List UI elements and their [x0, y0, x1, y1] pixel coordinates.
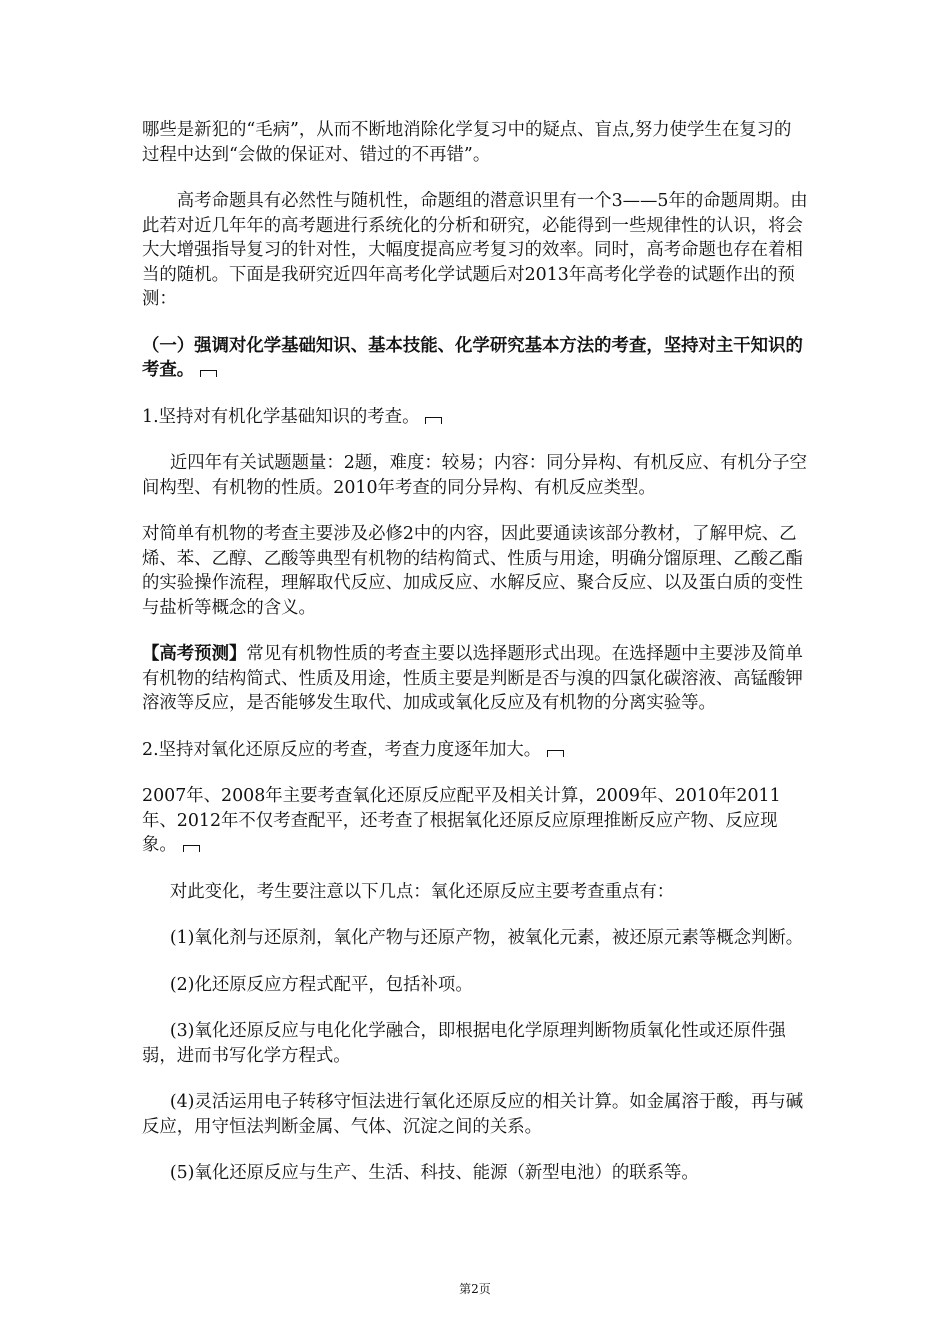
subsection-heading-redox: [142, 738, 808, 763]
list-item-1: (1)氧化剂与还原剂，氧化产物与还原产物，被氧化元素，被还原元素等概念判断。: [169, 928, 804, 948]
list-item-5: (5)氧化还原反应与生产、生活、科技、能源（新型电池）的联系等。: [169, 1163, 699, 1183]
subsection-heading-organic: [142, 405, 808, 430]
revision-mark-icon: [183, 845, 200, 852]
paragraph-cycle: 高考命题具有必然性与随机性，命题组的潜意识里有一个3——5年的命题周期。由此若对近几年年的高考题进行系统化的分析和研究，必能得到一些规律性的认识，将会大大增强指导复习的针对性，大幅度提高应考复习的效率。同时，高考命题也存在着相当的随机。下面是我研究近四年高考化学试题后对2013年高考化学卷的试题作出的预测：: [142, 191, 808, 309]
paragraph-organic-scope: 对简单有机物的考查主要涉及必修2中的内容，因此要通读该部分教材，了解甲烷、乙烯、苯、乙醇、乙酸等典型有机物的结构简式、性质与用途，明确分馏原理、乙酸乙酯的实验操作流程，理解取代反应、加成反应、水解反应、聚合反应、以及蛋白质的变性与盐析等概念的含义。: [142, 524, 803, 618]
exam-prediction-text: 常见有机物性质的考查主要以选择题形式出现。在选择题中主要涉及简单有机物的结构简式、性质及用途，性质主要是判断是否与溴的四氯化碳溶液、高锰酸钾溶液等反应，是否能够发生取代、加成或氧化反应及有机物的分离实验等。: [142, 644, 803, 713]
paragraph-redox-history: [142, 784, 808, 858]
paragraph-exam-prediction: [142, 642, 808, 716]
paragraph-redox-points: 对此变化，考生要注意以下几点：氧化还原反应主要考查重点有：: [169, 881, 675, 902]
list-item-2: (2)化还原反应方程式配平，包括补项。: [169, 974, 473, 995]
revision-mark-icon: [547, 750, 564, 757]
paragraph-redox-history-text: 2007年、2008年主要考查氧化还原反应配平及相关计算，2009年、2010年2011年、2012年不仅考查配平，还考查了根据氧化还原反应原理推断反应产物、反应现象。: [142, 786, 781, 855]
paragraph-intro: 哪些是新犯的“毛病”，从而不断地消除化学复习中的疑点、盲点,努力使学生在复习的过程中达到“会做的保证对、错过的不再错”。: [142, 120, 792, 165]
section-heading-text: （一）强调对化学基础知识、基本技能、化学研究基本方法的考查，坚持对主干知识的考查。: [142, 335, 803, 380]
document-body: [142, 118, 808, 1208]
list-item-3: (3)氧化还原反应与电化化学融合，即根据电化学原理判断物质氧化性或还原件强弱，进而书写化学方程式。: [142, 1021, 786, 1066]
revision-mark-icon: [200, 370, 217, 377]
revision-mark-icon: [425, 417, 442, 424]
subsection-heading-text: 2.坚持对氧化还原反应的考查，考查力度逐年加大。: [142, 739, 542, 760]
exam-prediction-label: 【高考预测】: [142, 644, 247, 664]
paragraph-organic-stats: 近四年有关试题题量：2题，难度：较易；内容：同分异构、有机反应、有机分子空间构型、有机物的性质。2010年考查的同分异构、有机反应类型。: [142, 453, 807, 498]
list-item-4: (4)灵活运用电子转移守恒法进行氧化还原反应的相关计算。如金属溶于酸，再与碱反应，用守恒法判断金属、气体、沉淀之间的关系。: [142, 1092, 804, 1137]
page-number: 第2页: [459, 1282, 491, 1296]
subsection-heading-text: 1.坚持对有机化学基础知识的考查。: [142, 406, 420, 427]
section-heading-1: [142, 334, 808, 383]
